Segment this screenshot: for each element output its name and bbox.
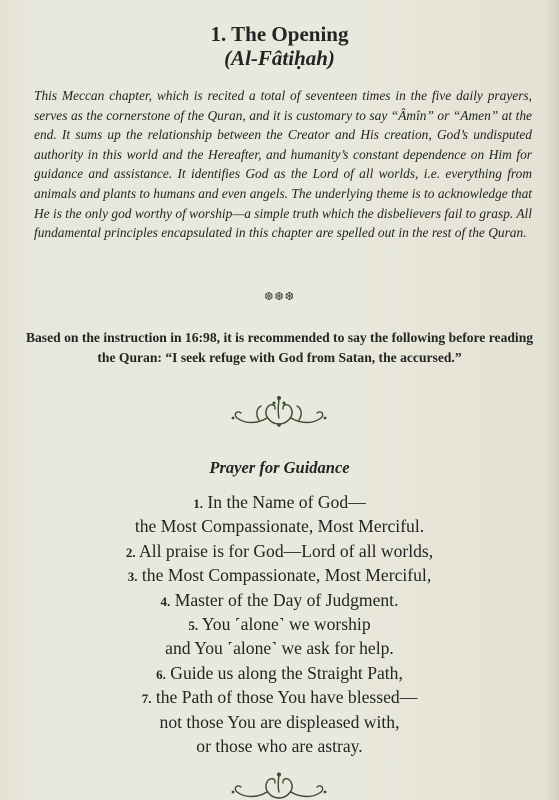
verse-line — [0, 612, 559, 636]
verse-text: or those who are astray. — [196, 735, 363, 756]
verse-text: Guide us along the Straight Path, — [170, 662, 403, 683]
verse-line — [0, 490, 559, 514]
chapter-subtitle: (Al-Fâtiḥah) — [224, 46, 335, 70]
verse-line — [0, 685, 559, 709]
verse-line — [0, 539, 559, 563]
verse-text: and You ˹alone˺ we ask for help. — [165, 638, 394, 659]
recitation-instruction: Based on the instruction in 16:98, it is recommended to say the following before reading the Quran: “I seek refuge with God from Satan, the accursed.” — [25, 330, 534, 365]
verse-text: Master of the Day of Judgment. — [174, 589, 399, 610]
verse-line — [0, 661, 559, 685]
verse-text: You ˹alone˺ we worship — [201, 613, 371, 634]
chapter-title: 1. The Opening — [210, 22, 349, 46]
section-separator: ❆❆❆ — [264, 290, 295, 303]
chapter-introduction: This Meccan chapter, which is recited a total of seventeen times in the five daily prayers, serves as the cornerstone of the Quran, and it is customary to say “Âmîn” or “Amen” at the end. It sums up the relationship between the Creator and His creation, God’s undisputed authority in this world and the Hereafter, and humanity’s constant dependence on Him for guidance and assistance. It identifies God as the Lord of all worlds, i.e. everything from animals and plants to humans and even angels. The underlying theme is to acknowledge that He is the only god worthy of worship—a simple truth which the disbelievers fail to grasp. All fundamental principles encapsulated in this chapter are spelled out in the rest of the Quran. — [34, 88, 532, 241]
prayer-heading: Prayer for Guidance — [209, 458, 350, 477]
verse-text: All praise is for God—Lord of all worlds, — [139, 540, 434, 561]
verse-text: the Path of those You have blessed— — [155, 687, 418, 708]
floral-ornament-icon — [229, 394, 329, 430]
verse-number: 7. — [141, 691, 152, 707]
verse-line — [0, 514, 559, 538]
verse-number: 3. — [127, 569, 138, 585]
verse-number: 2. — [125, 544, 136, 560]
verse-line — [0, 734, 559, 758]
floral-ornament-icon — [229, 772, 329, 800]
verse-line — [0, 636, 559, 660]
verse-text: the Most Compassionate, Most Merciful. — [134, 516, 425, 537]
verse-number: 5. — [188, 617, 199, 633]
verse-list — [0, 490, 559, 758]
verse-text: In the Name of God— — [207, 492, 366, 512]
verse-line — [0, 588, 559, 612]
verse-text: not those You are displeased with, — [159, 711, 400, 732]
verse-line — [0, 710, 559, 734]
verse-number: 4. — [160, 593, 171, 609]
verse-text: the Most Compassionate, Most Merciful, — [141, 565, 432, 586]
verse-number: 6. — [156, 666, 166, 682]
verse-number: 1. — [193, 496, 204, 511]
verse-line — [0, 563, 559, 587]
